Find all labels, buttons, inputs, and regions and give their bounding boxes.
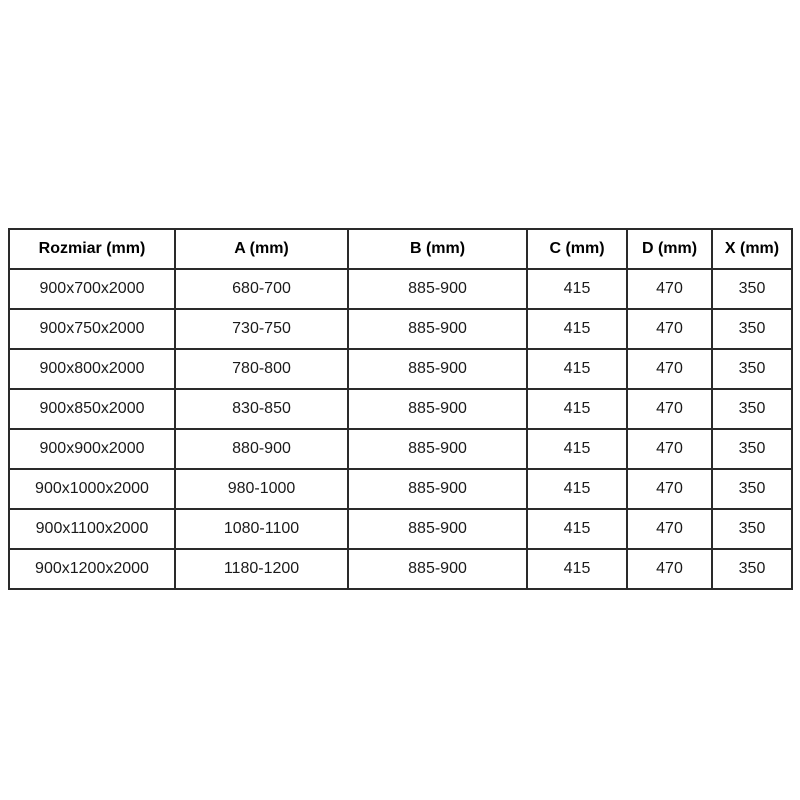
size-spec-table (8, 228, 793, 590)
cell-c: 415 (527, 389, 627, 429)
cell-c: 415 (527, 549, 627, 589)
cell-rozmiar: 900x900x2000 (9, 429, 175, 469)
cell-a: 780-800 (175, 349, 348, 389)
cell-rozmiar: 900x700x2000 (9, 269, 175, 309)
header-cell-d: D (mm) (627, 229, 712, 269)
cell-c: 415 (527, 469, 627, 509)
header-row (9, 229, 792, 269)
header-cell-b: B (mm) (348, 229, 527, 269)
cell-x: 350 (712, 269, 792, 309)
table-row (9, 349, 792, 389)
cell-a: 830-850 (175, 389, 348, 429)
cell-a: 1080-1100 (175, 509, 348, 549)
cell-x: 350 (712, 549, 792, 589)
cell-x: 350 (712, 309, 792, 349)
cell-d: 470 (627, 269, 712, 309)
cell-rozmiar: 900x750x2000 (9, 309, 175, 349)
cell-d: 470 (627, 389, 712, 429)
cell-x: 350 (712, 429, 792, 469)
cell-b: 885-900 (348, 389, 527, 429)
cell-a: 730-750 (175, 309, 348, 349)
cell-x: 350 (712, 349, 792, 389)
table-row (9, 509, 792, 549)
header-cell-a: A (mm) (175, 229, 348, 269)
cell-d: 470 (627, 549, 712, 589)
header-cell-rozmiar: Rozmiar (mm) (9, 229, 175, 269)
cell-rozmiar: 900x800x2000 (9, 349, 175, 389)
table-row (9, 309, 792, 349)
cell-x: 350 (712, 389, 792, 429)
header-cell-c: C (mm) (527, 229, 627, 269)
cell-x: 350 (712, 509, 792, 549)
cell-rozmiar: 900x1100x2000 (9, 509, 175, 549)
table-row (9, 549, 792, 589)
cell-d: 470 (627, 349, 712, 389)
table-row (9, 429, 792, 469)
cell-rozmiar: 900x1000x2000 (9, 469, 175, 509)
cell-b: 885-900 (348, 269, 527, 309)
table-row (9, 389, 792, 429)
cell-c: 415 (527, 309, 627, 349)
cell-a: 980-1000 (175, 469, 348, 509)
cell-a: 1180-1200 (175, 549, 348, 589)
cell-b: 885-900 (348, 429, 527, 469)
cell-c: 415 (527, 349, 627, 389)
cell-rozmiar: 900x1200x2000 (9, 549, 175, 589)
cell-d: 470 (627, 309, 712, 349)
cell-c: 415 (527, 269, 627, 309)
header-cell-x: X (mm) (712, 229, 792, 269)
cell-d: 470 (627, 429, 712, 469)
cell-d: 470 (627, 509, 712, 549)
cell-a: 880-900 (175, 429, 348, 469)
cell-b: 885-900 (348, 469, 527, 509)
cell-b: 885-900 (348, 309, 527, 349)
cell-c: 415 (527, 509, 627, 549)
cell-rozmiar: 900x850x2000 (9, 389, 175, 429)
cell-c: 415 (527, 429, 627, 469)
cell-d: 470 (627, 469, 712, 509)
table-row (9, 469, 792, 509)
cell-x: 350 (712, 469, 792, 509)
cell-b: 885-900 (348, 349, 527, 389)
cell-b: 885-900 (348, 509, 527, 549)
cell-b: 885-900 (348, 549, 527, 589)
table-row (9, 269, 792, 309)
cell-a: 680-700 (175, 269, 348, 309)
